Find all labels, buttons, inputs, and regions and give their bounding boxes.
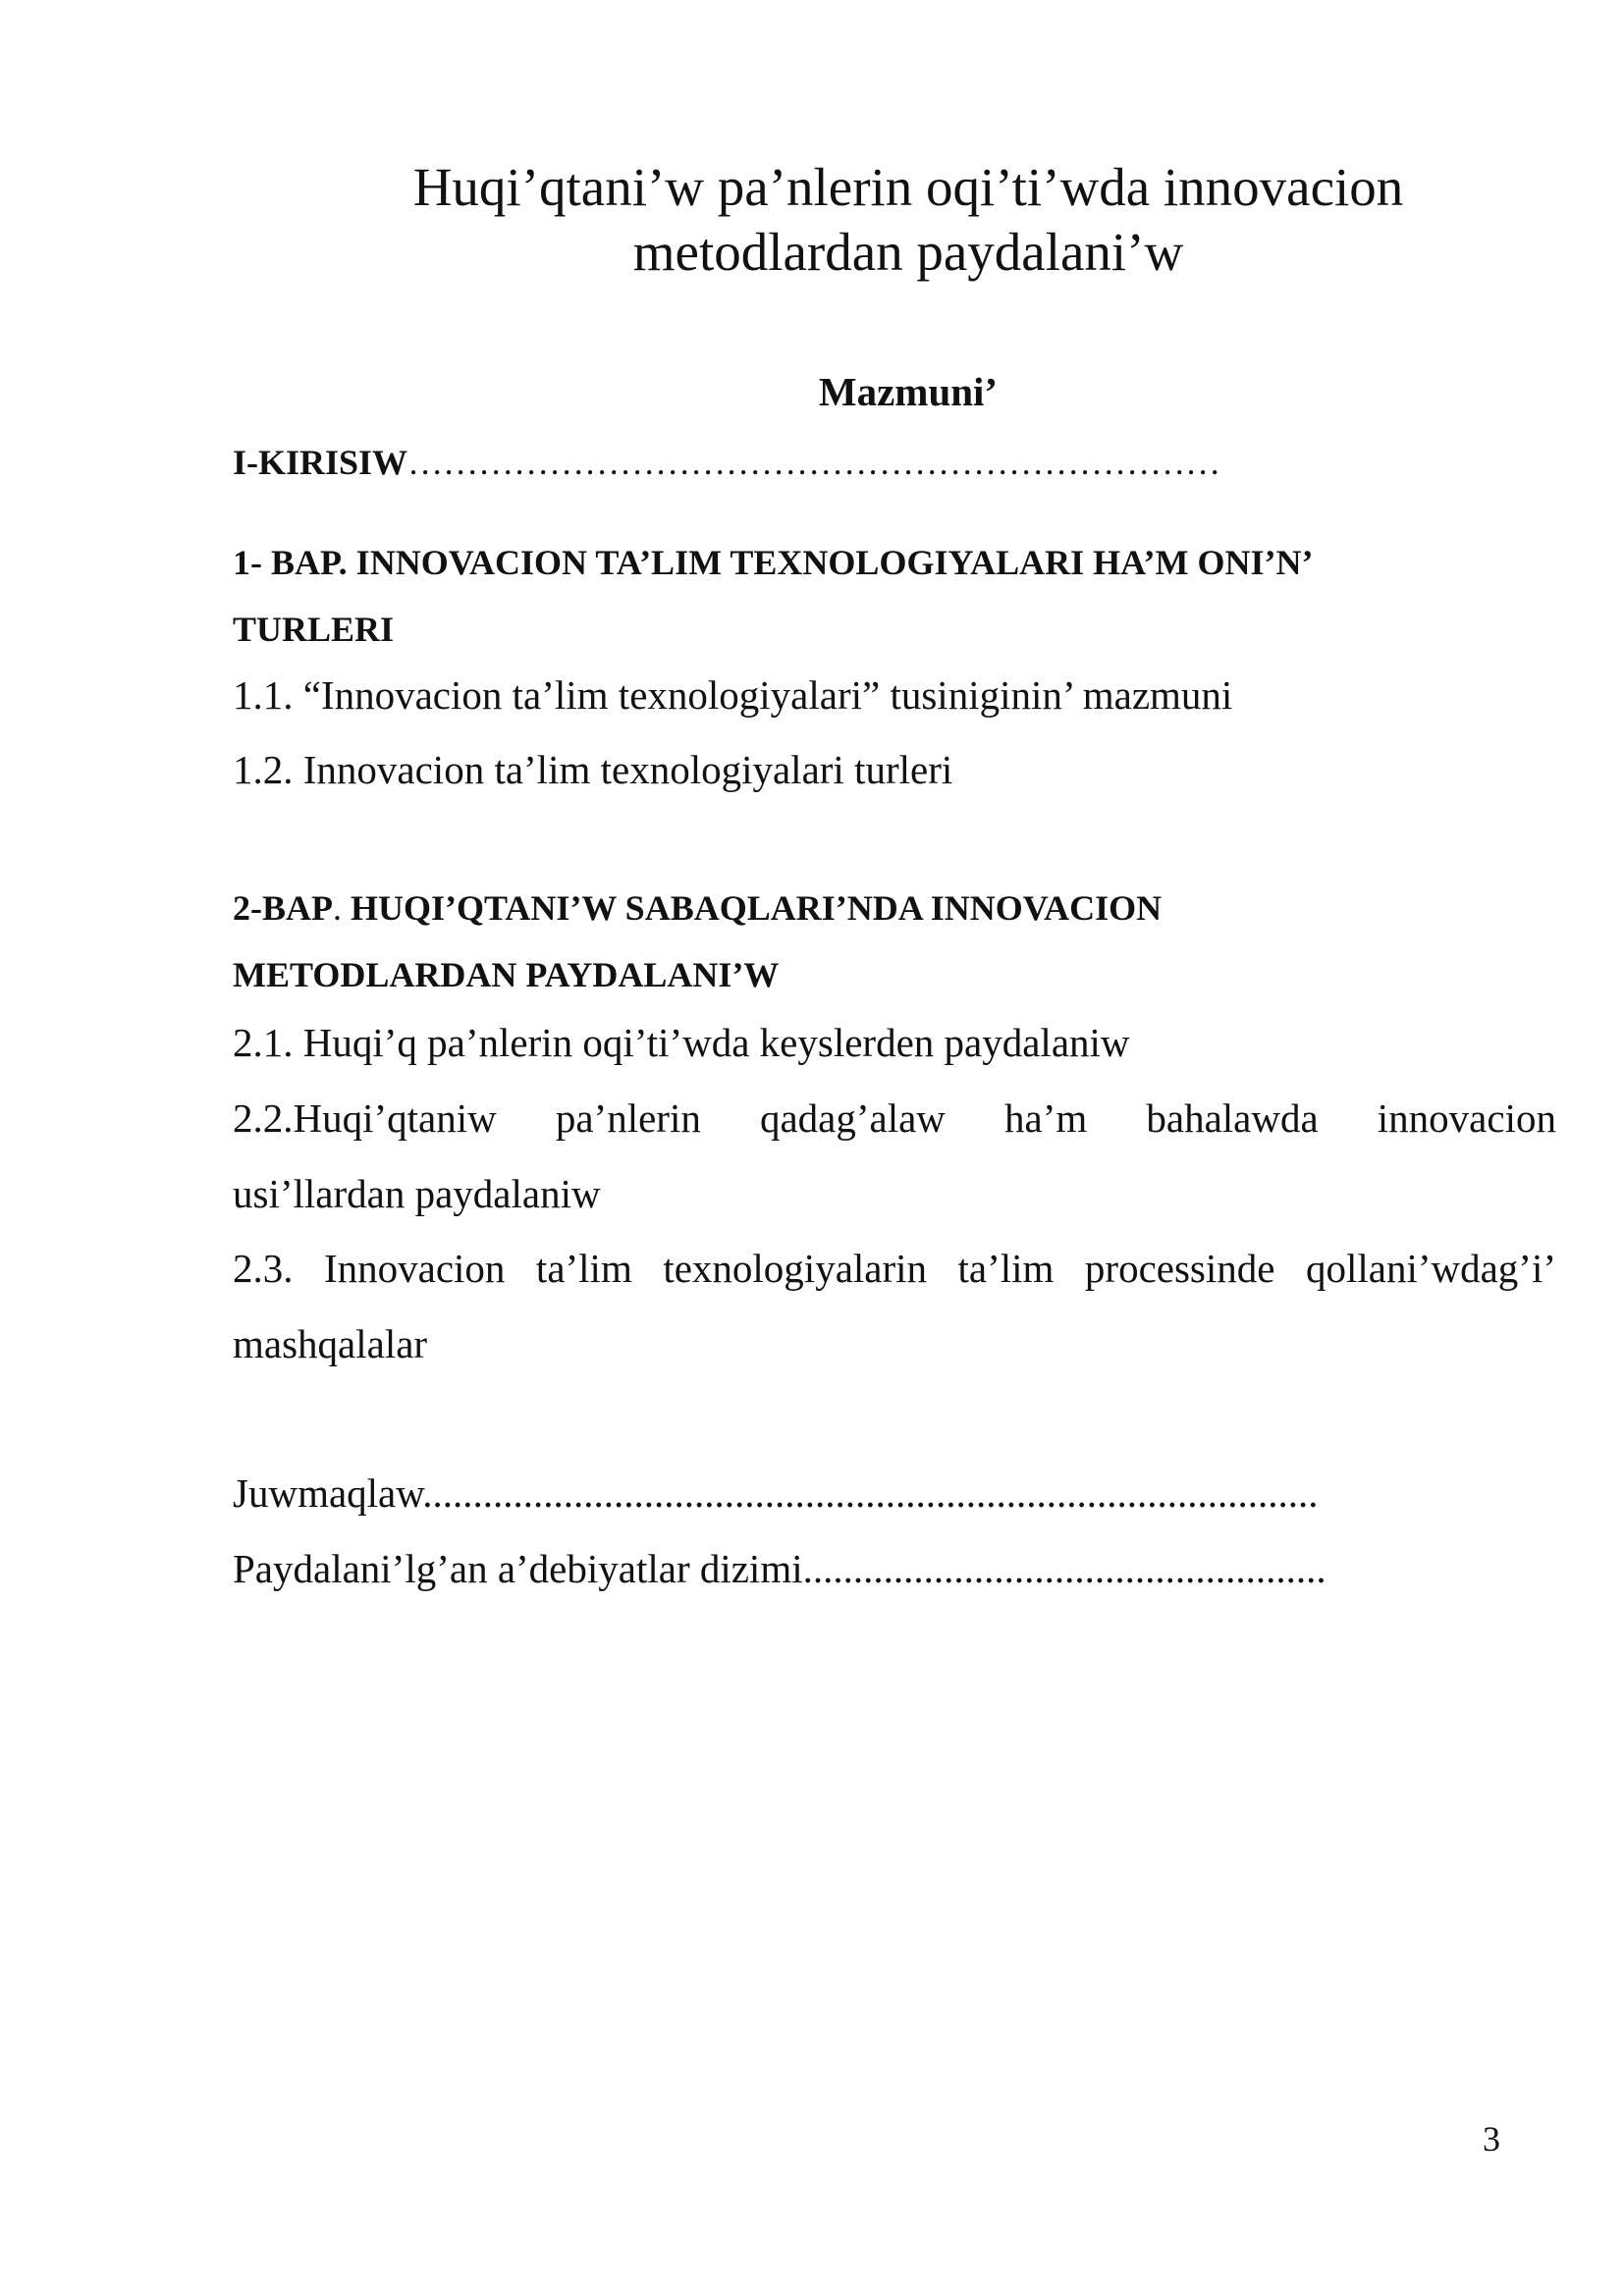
chapter1-heading-line-1: 1- BAP. INNOVACION TA’LIM TEXNOLOGIYALARI HA’M ONI’N’	[233, 543, 1314, 582]
title-line-1: Huqi’qtani’w pa’nlerin oqi’ti’wda innovacion	[412, 157, 1404, 217]
chapter2-title-rest: HUQI’QTANI’W SABAQLARI’NDA INNOVACION	[342, 888, 1163, 928]
toc-entry-2-3-word: ta’lim	[957, 1246, 1055, 1291]
toc-entry-2-3-line-1	[233, 1245, 1556, 1292]
toc-entry-2-2-word: innovacion	[1377, 1095, 1556, 1141]
toc-entry-bibliography: Paydalani’lg’an a’debiyatlar dizimi....................................................	[233, 1546, 1326, 1591]
title-line-2: metodlardan paydalani’w	[632, 222, 1184, 282]
toc-entry-2-1: 2.1. Huqi’q pa’nlerin oqi’ti’wda keyslerden paydalaniw	[233, 1020, 1130, 1065]
toc-entry-conclusion: Juwmaqlaw.........................................................................................	[233, 1470, 1319, 1516]
toc-entry-2-3-word: Innovacion	[323, 1246, 506, 1291]
toc-entry-1-1: 1.1. “Innovacion ta’lim texnologiyalari” tusiniginin’ mazmuni	[233, 672, 1233, 718]
toc-entry-2-3-word: ta’lim	[535, 1246, 632, 1291]
toc-entry-2-2-line-2: usi’llardan paydalaniw	[233, 1171, 601, 1216]
document-title	[295, 155, 1522, 285]
chapter2-heading-line-2: METODLARDAN PAYDALANI’W	[233, 955, 780, 994]
toc-entry-2-3-line-2: mashqalalar	[233, 1321, 428, 1366]
chapter2-prefix: 2-BAP	[233, 888, 333, 928]
toc-entry-2-2-line-1	[233, 1095, 1556, 1142]
toc-entry-2-3-word: processinde	[1084, 1246, 1275, 1291]
toc-entry-2-2-word: qadag’alaw	[759, 1095, 946, 1141]
intro-leader: ……………………………………………………………	[407, 443, 1221, 482]
chapter1-heading-line-2: TURLERI	[233, 610, 395, 649]
toc-entry-2-3-word: qollani’wdag’i’	[1305, 1246, 1556, 1291]
toc-entry-intro	[233, 442, 1220, 483]
toc-entry-2-2-word: pa’nlerin	[555, 1095, 701, 1141]
toc-entry-2-2-word: 2.2.Huqi’qtaniw	[233, 1095, 497, 1141]
page-number: 3	[1483, 2119, 1500, 2159]
intro-label: I-KIRISIW	[233, 443, 408, 482]
toc-entry-2-3-word: 2.3.	[233, 1246, 294, 1291]
toc-entry-2-2-word: bahalawda	[1146, 1095, 1319, 1141]
toc-entry-2-3-word: texnologiyalarin	[663, 1246, 928, 1291]
toc-entry-2-2-word: ha’m	[1004, 1095, 1088, 1141]
toc-heading: Mazmuni’	[818, 369, 999, 414]
toc-entry-1-2: 1.2. Innovacion ta’lim texnologiyalari turleri	[233, 747, 953, 792]
chapter2-heading-line-1	[233, 887, 1162, 929]
chapter2-dot: .	[333, 888, 342, 928]
